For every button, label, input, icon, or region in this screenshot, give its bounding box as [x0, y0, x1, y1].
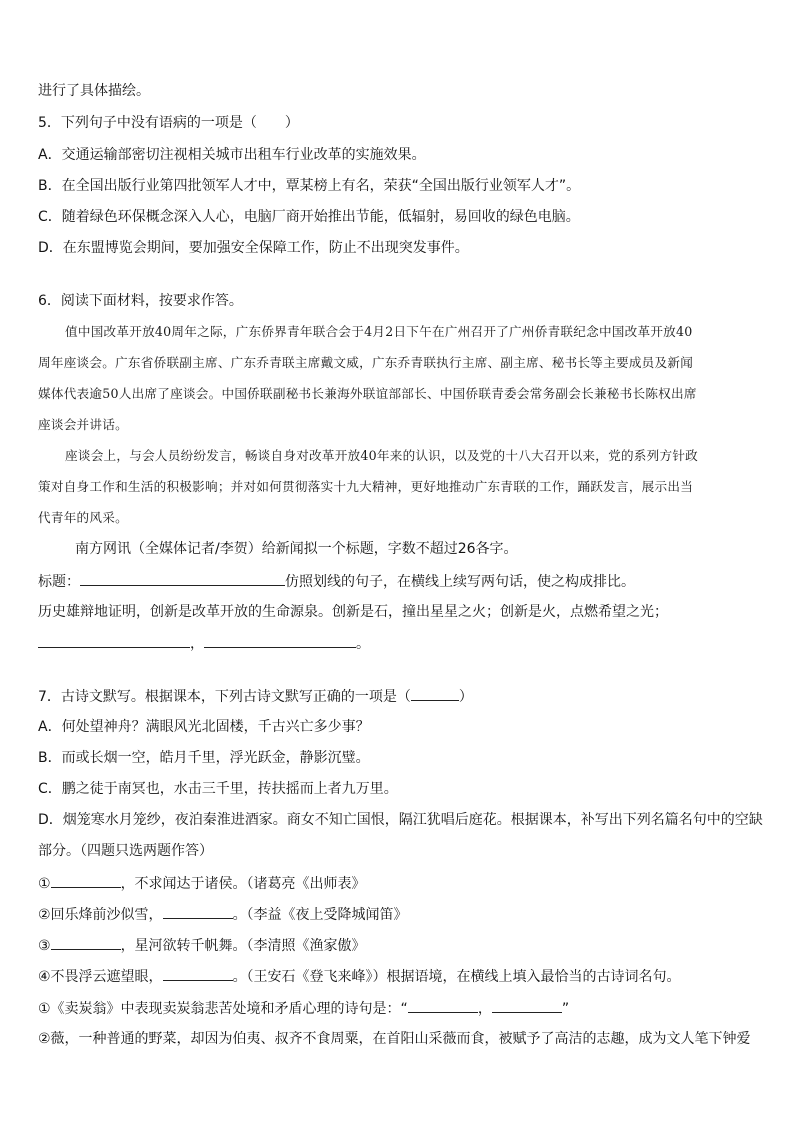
option-d: D．在东盟博览会期间，要加强安全保障工作，防止不出现突发事件。 — [38, 240, 469, 256]
answer-blank[interactable] — [51, 873, 121, 888]
answer-blank[interactable] — [411, 686, 459, 701]
item-text: 。（李益《夜上受降城闻笛》 — [232, 907, 408, 923]
material-paragraph-2: 策对自身工作和生活的积极影响；并对如何贯彻落实十九大精神，更好地推动广东青联的工作，踊跃发言，展示出当 — [38, 479, 694, 494]
fill-in-item-3 — [38, 935, 366, 956]
option-a: A．交通运输部密切注视相关城市出租车行业改革的实施效果。 — [38, 147, 426, 163]
option-a: A．何处望神舟？满眼风光北固楼，千古兴亡多少事？ — [38, 719, 370, 735]
comma: ， — [190, 636, 204, 652]
parallelism-task: 仿照划线的句子，在横线上续写两句话，使之构成排比。 — [285, 574, 635, 590]
answer-blank[interactable] — [51, 935, 121, 950]
material-paragraph-1: 周年座谈会。广东省侨联副主席、广东乔青联主席戴文威，广东乔青联执行主席、副主席、秘书长等主要成员及新闻 — [38, 355, 694, 370]
material-paragraph-1: 媒体代表逾50人出席了座谈会。中国侨联副秘书长兼海外联谊部部长、中国侨联青委会常务副会长兼秘书长陈权出席 — [38, 386, 697, 401]
title-label: 标题： — [38, 574, 80, 590]
answer-blank[interactable] — [204, 633, 356, 648]
question-7-stem — [38, 686, 473, 707]
item-number: ① — [38, 876, 51, 892]
period: 。 — [356, 636, 370, 652]
material-paragraph-2: 代青年的风采。 — [38, 510, 128, 525]
item-text: 。（王安石《登飞来峰》）根据语境，在横线上填入最恰当的古诗词名句。 — [232, 969, 681, 985]
close-quote: ” — [561, 1001, 570, 1017]
item-text: ④不畏浮云遮望眼， — [38, 969, 163, 985]
item-text: ，星河欲转千帆舞。（李清照《渔家傲》 — [120, 938, 366, 954]
text-line: 进行了具体描绘。 — [38, 83, 150, 99]
answer-blank[interactable] — [408, 998, 478, 1013]
answer-blank[interactable] — [163, 966, 233, 981]
title-answer-line — [38, 571, 635, 592]
close-paren: ） — [458, 689, 473, 705]
fill-in-item-1 — [38, 873, 366, 894]
option-b: B．而或长烟一空，皓月千里，浮光跃金，静影沉璧。 — [38, 750, 370, 766]
question-6-stem: 6．阅读下面材料，按要求作答。 — [38, 293, 243, 309]
material-paragraph-1: 值中国改革开放40周年之际，广东侨界青年联合会于4月2日下午在广州召开了广州侨青联纪念中国改革开放40 — [65, 324, 693, 339]
comma: ， — [477, 1001, 492, 1017]
item-text: ①《卖炭翁》中表现卖炭翁悲苦处境和矛盾心理的诗句是：“ — [38, 1001, 408, 1017]
parallelism-answer-line — [38, 633, 370, 654]
option-b: B．在全国出版行业第四批领军人才中，覃某榜上有名，荣获“全国出版行业领军人才”。 — [38, 178, 581, 194]
fill-in-item-4 — [38, 966, 681, 987]
parallelism-sentence: 历史雄辩地证明，创新是改革开放的生命源泉。创新是石，撞出星星之火；创新是火，点燃希望之光； — [38, 604, 668, 620]
fill-in-instruction: 部分。（四题只选两题作答） — [38, 843, 213, 859]
material-paragraph-1: 座谈会并讲话。 — [38, 417, 128, 432]
option-c: C．随着绿色环保概念深入人心，电脑厂商开始推出节能，低辐射，易回收的绿色电脑。 — [38, 209, 580, 225]
answer-blank[interactable] — [38, 633, 190, 648]
news-source-and-task: 南方网讯（全媒体记者/李贺）给新闻拟一个标题，字数不超过26各字。 — [75, 541, 518, 557]
title-blank[interactable] — [80, 571, 285, 586]
answer-blank[interactable] — [492, 998, 562, 1013]
option-d: D．烟笼寒水月笼纱，夜泊秦淮进酒家。商女不知亡国恨，隔江犹唱后庭花。根据课本，补写出下列名篇名句中的空缺 — [38, 812, 763, 828]
option-c: C．鹏之徒于南冥也，水击三千里，抟扶摇而上者九万里。 — [38, 781, 398, 797]
context-item-1 — [38, 998, 569, 1019]
question-5-stem: 5．下列句子中没有语病的一项是（ ） — [38, 115, 299, 131]
item-text: ②回乐烽前沙似雪， — [38, 907, 163, 923]
fill-in-item-2 — [38, 904, 408, 925]
context-item-2: ②薇，一种普通的野菜，却因为伯夷、叔齐不食周粟，在首阳山采薇而食，被赋予了高洁的志趣，成为文人笔下钟爱 — [38, 1031, 751, 1047]
answer-blank[interactable] — [163, 904, 233, 919]
item-text: ，不求闻达于诸侯。（诸葛亮《出师表》 — [120, 876, 366, 892]
material-paragraph-2: 座谈会上，与会人员纷纷发言，畅谈自身对改革开放40年来的认识，以及党的十八大召开以来，党的系列方针政 — [65, 448, 699, 463]
item-number: ③ — [38, 938, 51, 954]
question-7-text: 7．古诗文默写。根据课本，下列古诗文默写正确的一项是（ — [38, 689, 411, 705]
